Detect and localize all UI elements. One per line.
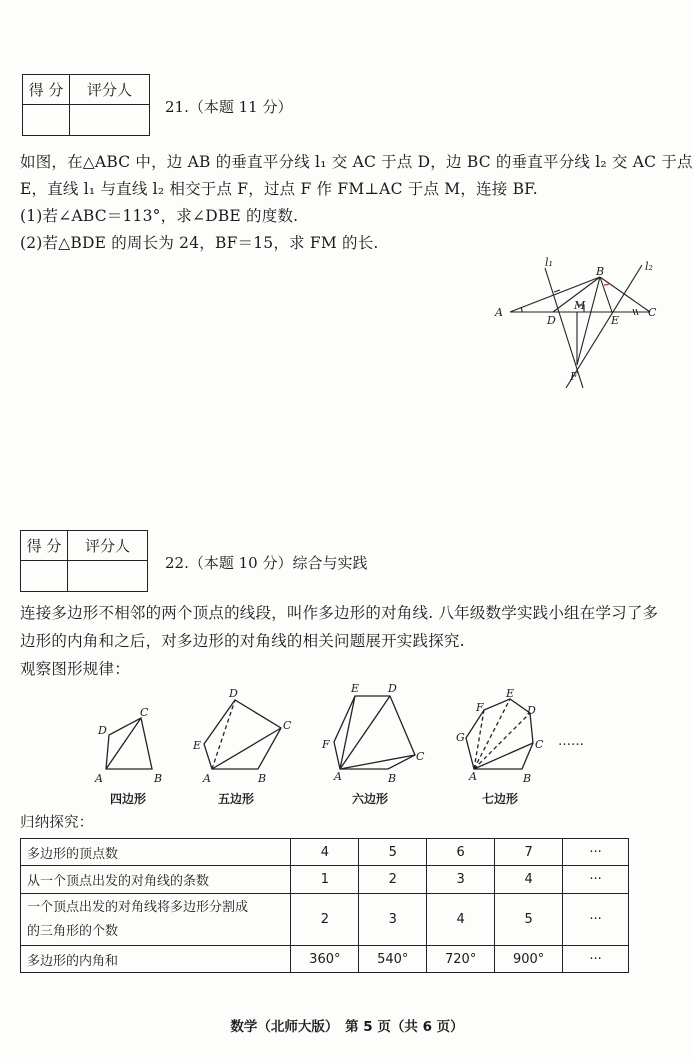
score-label: 得 分 [23, 75, 70, 105]
cell: 720° [427, 946, 495, 973]
svg-text:F: F [476, 701, 484, 714]
table-row [21, 946, 629, 973]
grader-cell[interactable] [68, 561, 148, 592]
polygon-figures [80, 678, 620, 788]
cell: 4 [495, 866, 563, 894]
cell: 3 [359, 894, 427, 946]
svg-text:G: G [456, 731, 465, 744]
svg-text:C: C [283, 719, 292, 732]
cell: 6 [427, 839, 495, 866]
score-box-21 [22, 74, 150, 136]
svg-text:A: A [334, 770, 342, 783]
q21-line-4: (2)若△BDE 的周长为 24，BF＝15，求 FM 的长. [20, 234, 379, 252]
row-label: 多边形的顶点数 [21, 839, 291, 866]
grader-cell[interactable] [70, 105, 150, 136]
q21-line-2: E，直线 l₁ 与直线 l₂ 相交于点 F，过点 F 作 FM⊥AC 于点 M，连接 BF. [20, 180, 538, 198]
svg-text:E: E [351, 682, 360, 695]
segment-BE [600, 277, 612, 312]
label-hexagon: 六边形 [351, 792, 388, 806]
segment-AB [510, 277, 600, 312]
score-box-22 [20, 530, 148, 592]
label-C: C [648, 306, 657, 319]
svg-text:B: B [258, 772, 267, 785]
segment-BC [600, 277, 650, 312]
label-l2: l₂ [645, 260, 653, 273]
label-M: M [574, 299, 586, 312]
svg-text:B: B [388, 772, 397, 785]
quadrilateral [106, 718, 152, 769]
cell: 1 [291, 866, 359, 894]
svg-text:C: C [535, 738, 544, 751]
cell: 3 [427, 866, 495, 894]
row-label: 一个顶点出发的对角线将多边形分割成的三角形的个数 [21, 894, 291, 946]
label-D: D [547, 314, 556, 327]
cell: ··· [563, 839, 629, 866]
label-A: A [495, 306, 503, 319]
page-footer: 数学（北师大版） 第 5 页（共 6 页） [230, 1019, 464, 1035]
score-cell[interactable] [21, 561, 68, 592]
svg-text:C: C [416, 750, 425, 763]
angle-mark-A [521, 307, 522, 312]
table-row [21, 839, 629, 866]
label-heptagon: 七边形 [481, 792, 518, 806]
cell: 360° [291, 946, 359, 973]
svg-text:A: A [203, 772, 211, 785]
row-label: 从一个顶点出发的对角线的条数 [21, 866, 291, 894]
svg-text:D: D [527, 704, 536, 717]
question-22-title: 22.（本题 10 分）综合与实践 [165, 554, 368, 572]
label-l1: l₁ [545, 256, 553, 269]
cell: 5 [359, 839, 427, 866]
cell: ··· [563, 866, 629, 894]
cell: 2 [359, 866, 427, 894]
question-21-title: 21.（本题 11 分） [165, 98, 293, 116]
svg-text:B: B [154, 772, 163, 785]
label-F: F [570, 370, 578, 383]
svg-text:E: E [506, 687, 515, 700]
score-cell[interactable] [23, 105, 70, 136]
ellipsis: …… [558, 734, 584, 749]
q22-line-1: 连接多边形不相邻的两个顶点的线段，叫作多边形的对角线. 八年级数学实践小组在学习了多 [20, 604, 659, 622]
row-label: 多边形的内角和 [21, 946, 291, 973]
cell: 4 [427, 894, 495, 946]
grader-label: 评分人 [68, 531, 148, 561]
cell: 7 [495, 839, 563, 866]
svg-text:A: A [469, 770, 477, 783]
score-label: 得 分 [21, 531, 68, 561]
induction-label: 归纳探究： [20, 815, 94, 831]
cell: 2 [291, 894, 359, 946]
label-quadrilateral: 四边形 [109, 792, 146, 806]
label-E: E [611, 314, 620, 327]
q21-line-3: (1)若∠ABC＝113°，求∠DBE 的度数. [20, 207, 299, 225]
cell: 540° [359, 946, 427, 973]
svg-text:D: D [388, 682, 397, 695]
q21-line-1: 如图，在△ABC 中，边 AB 的垂直平分线 l₁ 交 AC 于点 D，边 BC 的垂直平分线 l₂ 交 AC 于点 [20, 153, 693, 171]
q22-line-3: 观察图形规律： [20, 660, 130, 678]
table-row [21, 866, 629, 894]
svg-text:E: E [193, 739, 202, 752]
cell: ··· [563, 894, 629, 946]
svg-text:F: F [322, 738, 330, 751]
cell: 4 [291, 839, 359, 866]
cell: 900° [495, 946, 563, 973]
cell: 5 [495, 894, 563, 946]
cell: ··· [563, 946, 629, 973]
label-B: B [596, 265, 605, 278]
svg-text:D: D [98, 724, 107, 737]
label-pentagon: 五边形 [217, 792, 254, 806]
angle-mark-B [604, 283, 610, 285]
hexagon [334, 696, 415, 769]
q22-line-2: 边形的内角和之后，对多边形的对角线的相关问题展开实践探究. [20, 632, 465, 650]
grader-label: 评分人 [70, 75, 150, 105]
triangle-figure [480, 250, 680, 395]
svg-text:C: C [140, 706, 149, 719]
svg-text:A: A [95, 772, 103, 785]
polygon-table [20, 838, 629, 973]
svg-text:B: B [523, 772, 532, 785]
table-row [21, 894, 629, 946]
svg-text:D: D [229, 687, 238, 700]
